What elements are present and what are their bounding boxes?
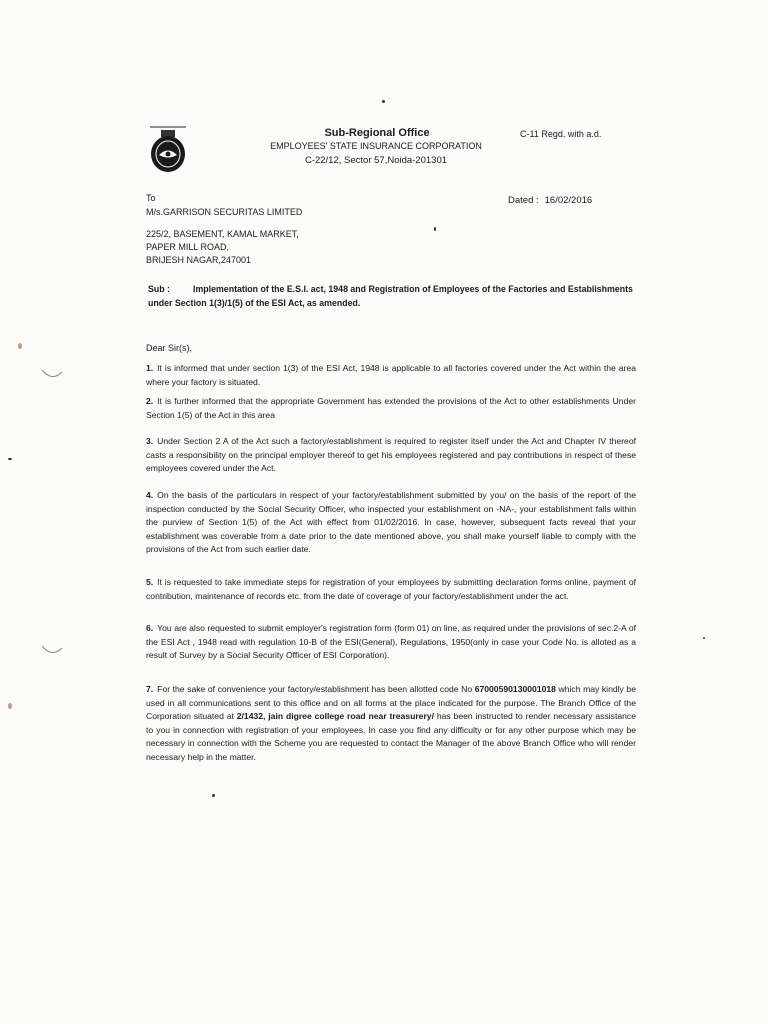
date-label: Dated : [508,195,539,206]
scan-speck [8,703,12,709]
scan-speck [8,458,12,460]
subject-text: Implementation of the E.S.I. act, 1948 and Registration of Employees of the Factories and Establishments under Section 1(3)/1(5) of the ESI Act, as amended. [148,284,633,308]
scan-speck [18,343,22,349]
subject-label: Sub : [148,284,170,294]
paragraph-5: 5. It is requested to take immediate steps for registration of your employees by submitting declaration forms online, payment of contribution, maintenance of records etc. from the date of coverage of your factory/establishment under the act. [146,577,636,601]
paragraph-3: 3. Under Section 2 A of the Act such a factory/establishment is required to register itself under the Act and Chapter IV thereof casts a responsibility on the principal employer thereof to get his employees registered and pay contributions in respect of these employees covered under the Act. [146,436,636,474]
esic-emblem-logo [146,124,190,176]
paragraph-2: 2. It is further informed that the appropriate Government has extended the provisions of the Act to other establishments Under Section 1(5) of the Act in this area [146,396,636,420]
recipient-address-line1: 225/2, BASEMENT, KAMAL MARKET, [146,229,299,239]
employer-code: 67000590130001018 [474,684,556,694]
recipient-address-line2: PAPER MILL ROAD, [146,242,230,252]
recipient-address-line3: BRIJESH NAGAR,247001 [146,255,252,265]
scan-speck [382,100,385,103]
paragraph-1: 1. It is informed that under section 1(3) of the ESI Act, 1948 is applicable to all factories covered under the Act within the area where your factory is situated. [146,363,636,387]
scan-speck [434,227,436,231]
date-line [508,195,592,206]
to-label: To [146,193,156,203]
recipient-name: M/s.GARRISON SECURITAS LIMITED [146,207,303,217]
scan-speck [703,637,705,639]
office-title: Sub-Regional Office [324,127,430,139]
form-number: C-11 Regd. with a.d. [520,129,602,139]
salutation: Dear Sir(s), [146,343,193,353]
punch-hole-mark [40,368,64,382]
scan-speck [212,794,215,797]
paragraph-6: 6. You are also requested to submit employer's registration form (form 01) on line, as required under the provisions of sec.2-A of the ESI Act , 1948 read with regulation 10-B of the ESI(General), Regulations, 1950(only in case your Code No. is alloted as a result of Survey by a Social Security Officer of ESI Corporation). [146,623,636,661]
paragraph-4: 4. On the basis of the particulars in respect of your factory/establishment submitted by you/ on the basis of the report of the inspection conducted by the Social Security Officer, who inspected your establishment on -NA-, your establishment falls within the purview of Section 1(5) of the Act with effect from 01/02/2016. In case, however, subsequent facts reveal that your establishment was coverable from a date prior to the date mentioned above, you shall make yourself liable to comply with the provisions of the Act from such earlier date. [146,490,636,555]
date-value: 16/02/2016 [544,195,593,206]
paragraph-7: 7. For the sake of convenience your factory/establishment has been allotted code No 67000590130001018 which may kindly be used in all communications sent to this office and on all forms at the place indicated for the purpose. The Branch Office of the Corporation situated at 2/1432, jain digree college road near treasurery/ has been instructed to render necessary assistance to you in connection with registration of your employees. In case you find any difficulty or for any other purpose which may be necessary in connection with the Scheme you are requested to contact the Manager of the above Branch Office who will render necessary help in the matter. [146,684,636,762]
organization-name: EMPLOYEES' STATE INSURANCE CORPORATION [270,141,482,151]
subject-line [148,282,636,310]
punch-hole-mark [40,644,64,658]
branch-office-address: 2/1432, jain digree college road near treasurery/ [236,711,434,722]
office-address: C-22/12, Sector 57,Noida-201301 [304,155,448,166]
